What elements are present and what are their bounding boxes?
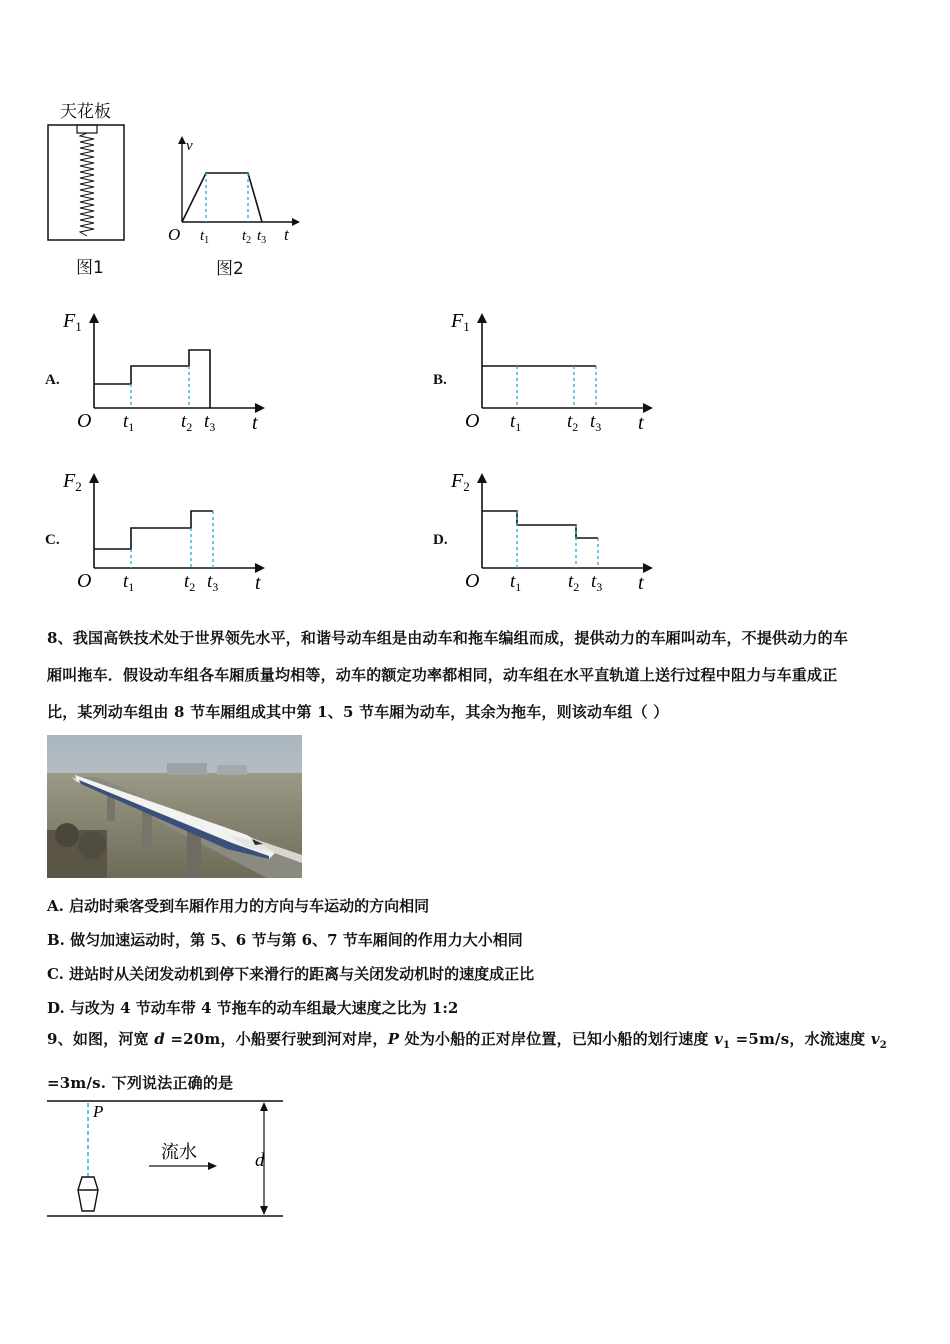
q8-line-3: 比，某列动车组由 8 节车厢组成其中第 1、5 节车厢为动车，其余为拖车，则该动车组（ ）: [47, 703, 669, 721]
river-figure: [45, 1095, 290, 1225]
t2-label-a: $t_2$: [181, 411, 193, 434]
t3-label-c: $t_3$: [207, 571, 219, 594]
q8-line-2: 厢叫拖车．假设动车组各车厢质量均相等，动车的额定功率都相同，动车组在水平直轨道上送行过程中阻力与车重成正: [47, 666, 838, 684]
q8-choice-d[interactable]: D. 与改为 4 节动车带 4 节拖车的动车组最大速度之比为 1:2: [47, 999, 459, 1017]
force-label-c: $F_2$: [63, 470, 82, 494]
q8-line-1: 8、我国高铁技术处于世界领先水平，和谐号动车组是由动车和拖车编组而成，提供动力的车厢叫动车，不提供动力的车: [47, 629, 849, 647]
t3-label-a: $t_3$: [204, 411, 216, 434]
t2-label-c: $t_2$: [184, 571, 196, 594]
t1-label-d: $t_1$: [510, 571, 522, 594]
velocity-time-graph: [160, 130, 310, 250]
figure-1-caption: 图1: [76, 258, 104, 278]
question-9-text: [47, 1022, 927, 1100]
origin-label-b: O: [465, 410, 480, 432]
option-a-letter: A.: [45, 372, 60, 388]
origin-label-c: O: [77, 570, 92, 592]
figure-2: [160, 130, 310, 285]
force-label-b: $F_1$: [451, 310, 470, 334]
ceiling-label: 天花板: [60, 102, 111, 122]
option-d-letter: D.: [433, 532, 448, 548]
origin-label-a: O: [77, 410, 92, 432]
t-axis-label-d: t: [638, 572, 644, 594]
t2-label-d: $t_2$: [568, 571, 580, 594]
question-8-text: [47, 621, 917, 729]
force-label-a: $F_1$: [63, 310, 82, 334]
option-a[interactable]: [45, 305, 275, 440]
graph-c: [65, 465, 275, 600]
graph-a: [65, 305, 275, 440]
origin-label: O: [168, 225, 181, 244]
v-axis-label: v: [186, 138, 193, 154]
t3-label: $t_3$: [257, 228, 267, 246]
option-b[interactable]: [433, 305, 663, 440]
option-c-letter: C.: [45, 532, 60, 548]
t-axis-label-a: t: [252, 412, 258, 434]
t1-label-c: $t_1$: [123, 571, 135, 594]
graph-b: [453, 305, 663, 440]
t1-label-b: $t_1$: [510, 411, 522, 434]
train-photo: [47, 735, 302, 878]
figure-2-caption: 图2: [216, 259, 244, 279]
q9-line-1: 9、如图，河宽 d =20m，小船要行驶到河对岸，P 处为小船的正对岸位置，已知小船的划行速度 $v_1 =5m/s$，水流速度 $v_2$: [47, 1030, 887, 1051]
t-axis-label: t: [284, 225, 289, 244]
flow-label: 流水: [161, 1142, 197, 1162]
option-d[interactable]: [433, 465, 663, 600]
q9-line-2: =3m/s. 下列说法正确的是: [47, 1074, 234, 1092]
q8-choice-b[interactable]: B. 做匀加速运动时，第 5、6 节与第 6、7 节车厢间的作用力大小相同: [47, 931, 523, 949]
q8-choice-c[interactable]: C. 进站时从关闭发动机到停下来滑行的距离与关闭发动机时的速度成正比: [47, 965, 535, 983]
t1-label-a: $t_1$: [123, 411, 135, 434]
t1-label: $t_1$: [200, 228, 210, 246]
force-label-d: $F_2$: [451, 470, 470, 494]
t2-label-b: $t_2$: [567, 411, 579, 434]
origin-label-d: O: [465, 570, 480, 592]
width-d-label: d: [255, 1150, 265, 1171]
point-p-label: P: [93, 1102, 104, 1121]
graph-d: [453, 465, 663, 600]
t2-label: $t_2$: [242, 228, 252, 246]
t-axis-label-c: t: [255, 572, 261, 594]
spring-box-diagram: [40, 120, 140, 245]
t-axis-label-b: t: [638, 412, 644, 434]
boat-icon: [78, 1177, 98, 1211]
t3-label-d: $t_3$: [591, 571, 603, 594]
option-c[interactable]: [45, 465, 275, 600]
q8-choice-a[interactable]: A. 启动时乘客受到车厢作用力的方向与车运动的方向相同: [47, 897, 430, 915]
figure-1: [40, 95, 140, 285]
option-b-letter: B.: [433, 372, 447, 388]
t3-label-b: $t_3$: [590, 411, 602, 434]
